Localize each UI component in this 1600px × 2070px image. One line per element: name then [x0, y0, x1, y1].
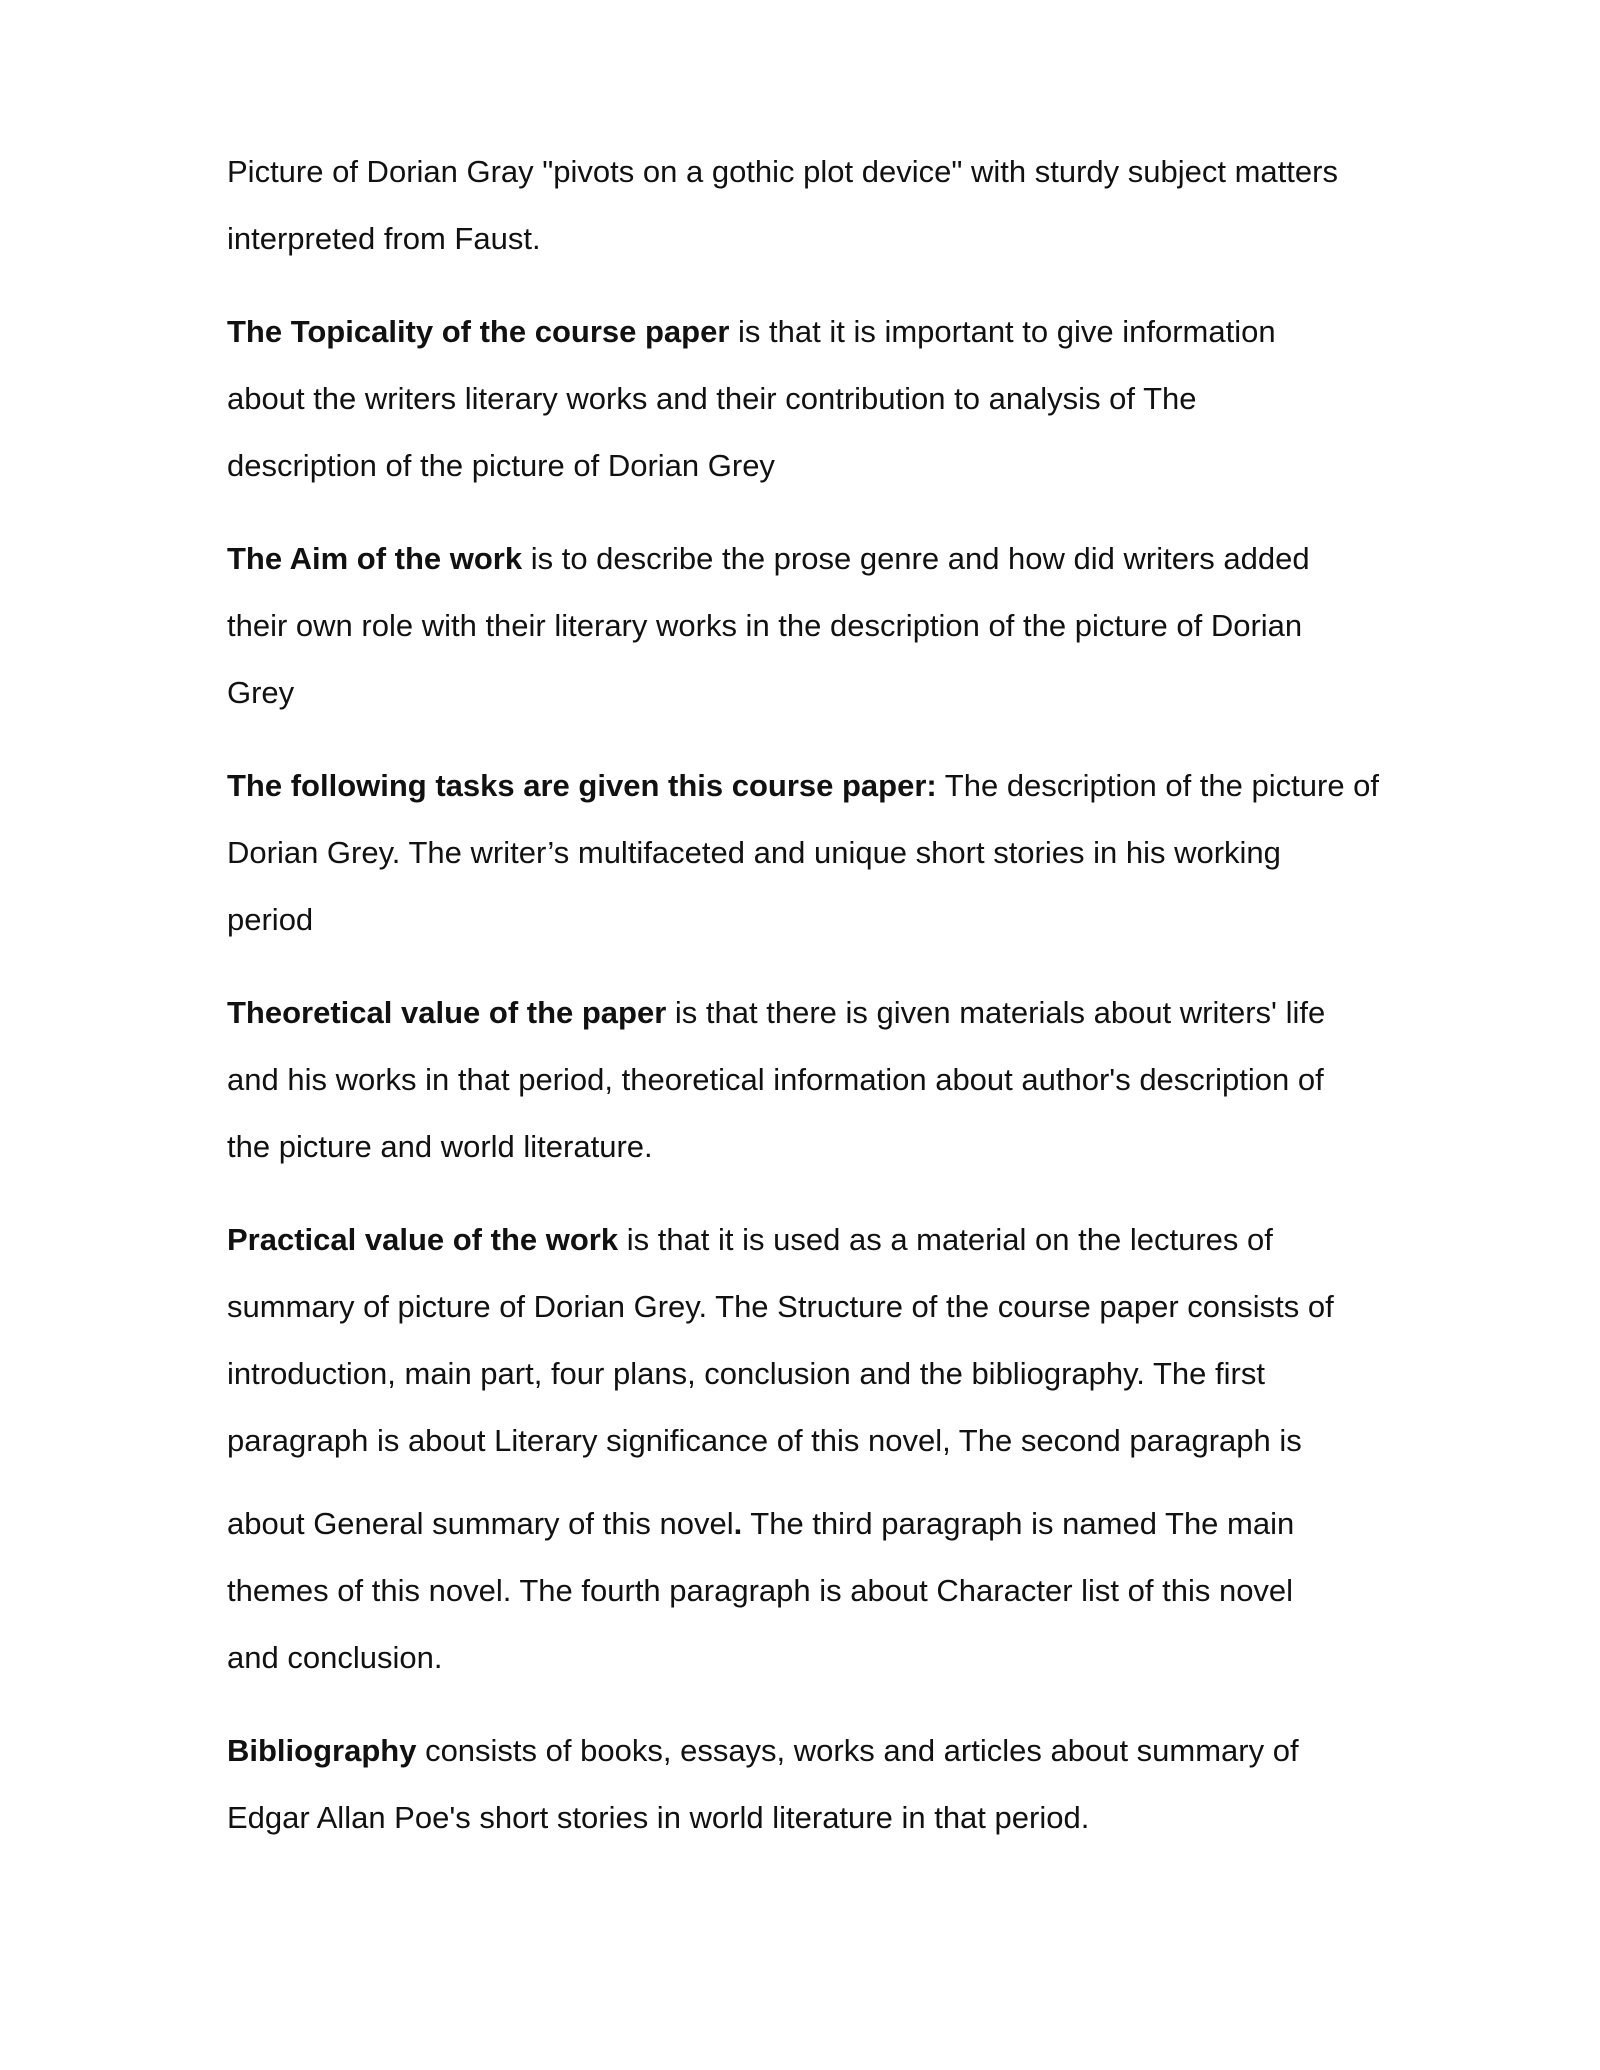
- text-run: is that it is used as a material on the lectures of: [618, 1222, 1273, 1257]
- paragraph-lead: The Topicality of the course paper: [227, 314, 730, 349]
- paragraph-lead: Bibliography: [227, 1733, 417, 1768]
- document-body: [227, 138, 1467, 1877]
- paragraph-tasks: [227, 752, 1467, 953]
- text-line: [227, 298, 1467, 365]
- text-run: consists of books, essays, works and articles about summary of: [416, 1733, 1299, 1768]
- text-line: interpreted from Faust.: [227, 221, 541, 256]
- text-line: and his works in that period, theoretical information about author's description of: [227, 1062, 1324, 1097]
- text-line: [227, 752, 1467, 819]
- text-line: Picture of Dorian Gray "pivots on a gothic plot device" with sturdy subject matters: [227, 154, 1338, 189]
- paragraph-lead: Practical value of the work: [227, 1222, 619, 1257]
- paragraph-bibliography: [227, 1717, 1467, 1851]
- text-run: about General summary of this novel: [227, 1506, 734, 1541]
- text-line: Edgar Allan Poe's short stories in world literature in that period.: [227, 1800, 1090, 1835]
- text-line: summary of picture of Dorian Grey. The Structure of the course paper consists of: [227, 1289, 1334, 1324]
- text-run: The third paragraph is named The main: [742, 1506, 1295, 1541]
- text-line: [227, 1717, 1467, 1784]
- text-run: is that there is given materials about writers' life: [666, 995, 1326, 1030]
- text-line: themes of this novel. The fourth paragraph is about Character list of this novel: [227, 1573, 1294, 1608]
- text-line: the picture and world literature.: [227, 1129, 653, 1164]
- text-line: Grey: [227, 675, 295, 710]
- text-line: period: [227, 902, 314, 937]
- text-line: and conclusion.: [227, 1640, 443, 1675]
- text-run: The description of the picture of: [936, 768, 1380, 803]
- paragraph-lead: The following tasks are given this course paper:: [227, 768, 937, 803]
- text-run: is to describe the prose genre and how did writers added: [522, 541, 1310, 576]
- paragraph-lead: Theoretical value of the paper: [227, 995, 667, 1030]
- text-line: [227, 1206, 1467, 1273]
- text-line: their own role with their literary works in the description of the picture of Dorian: [227, 608, 1303, 643]
- text-run: is that it is important to give information: [729, 314, 1276, 349]
- paragraph-intro: [227, 138, 1467, 272]
- text-line: paragraph is about Literary significance of this novel, The second paragraph is: [227, 1423, 1302, 1458]
- text-line: [227, 979, 1467, 1046]
- text-line: Dorian Grey. The writer’s multifaceted and unique short stories in his working: [227, 835, 1281, 870]
- text-line: [227, 1490, 1467, 1557]
- paragraph-practical-value: [227, 1206, 1467, 1691]
- text-line: description of the picture of Dorian Grey: [227, 448, 775, 483]
- paragraph-aim: [227, 525, 1467, 726]
- bold-period: .: [733, 1506, 743, 1541]
- text-line: about the writers literary works and their contribution to analysis of The: [227, 381, 1197, 416]
- paragraph-theoretical-value: [227, 979, 1467, 1180]
- text-line: [227, 525, 1467, 592]
- paragraph-topicality: [227, 298, 1467, 499]
- paragraph-lead: The Aim of the work: [227, 541, 523, 576]
- text-line: introduction, main part, four plans, conclusion and the bibliography. The first: [227, 1356, 1265, 1391]
